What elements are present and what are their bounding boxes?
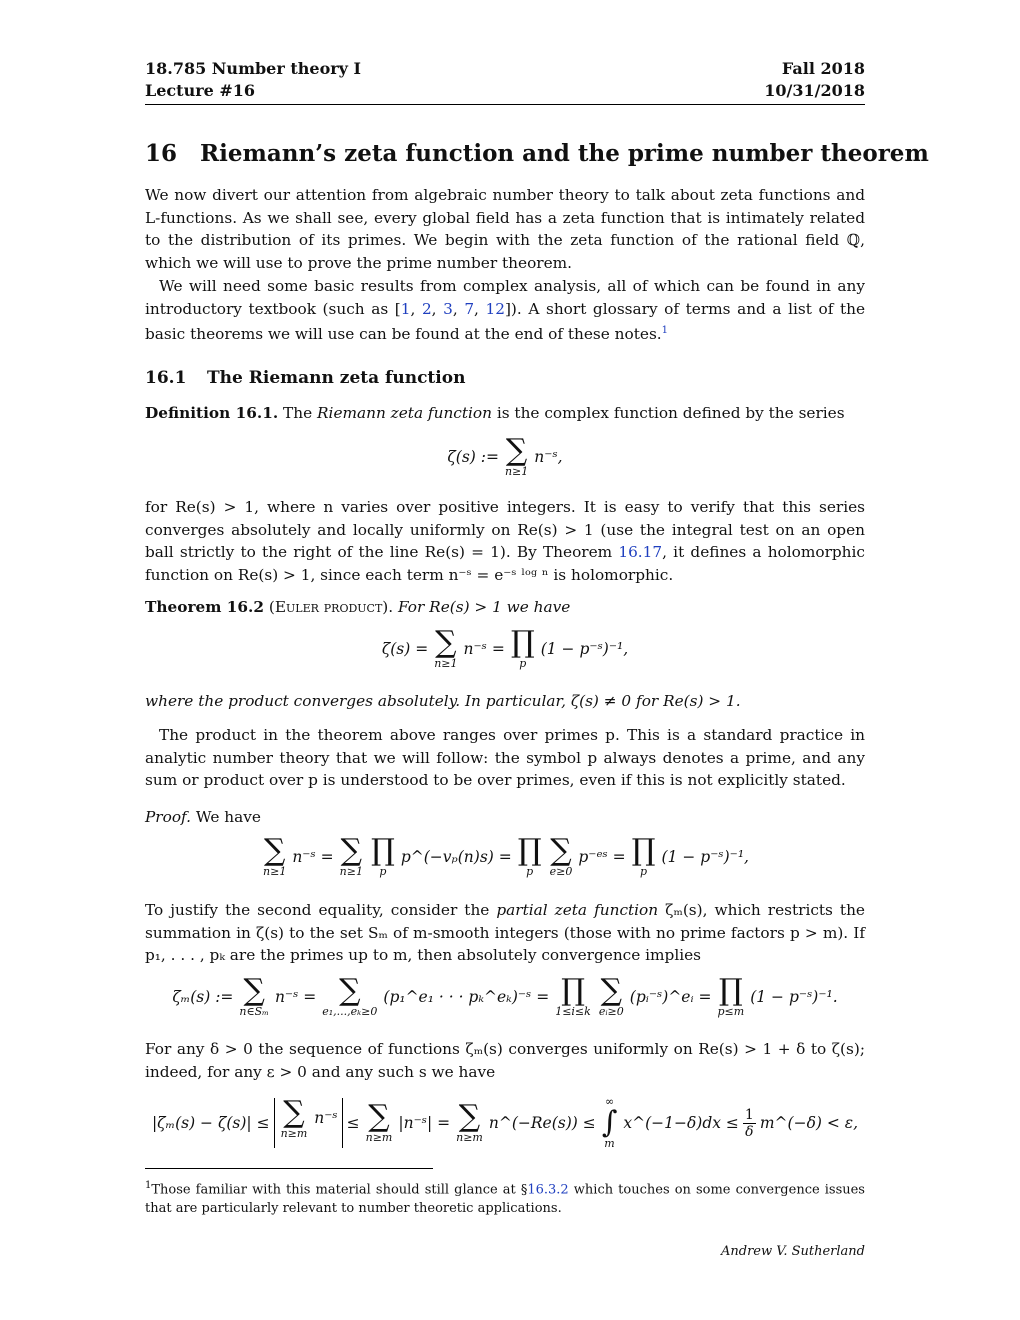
section-title-text: Riemann’s zeta function and the prime number theorem [200, 140, 929, 167]
course-title: 18.785 Number theory I [145, 59, 362, 78]
sum-operator: ∑ n≥m [365, 1099, 393, 1144]
eq-text: n⁻ˢ [314, 1109, 338, 1127]
footnote-link[interactable]: 1 [661, 325, 669, 337]
eq-text: n^(−Re(s)) ≤ [488, 1114, 596, 1132]
subsection-number: 16.1 [145, 368, 187, 388]
equation-convergence-bound [145, 1096, 865, 1150]
footnote-text: Those familiar with this material should still glance at § [151, 1182, 528, 1198]
theorem-link[interactable]: 16.17 [618, 543, 663, 562]
product-operator: ∏ p [510, 625, 535, 670]
subsection-title-text: The Riemann zeta function [207, 368, 466, 388]
proof-intro [145, 806, 865, 829]
sum-subscript: e₁,...,eₖ≥0 [322, 1005, 378, 1018]
sum-subscript: n≥1 [339, 865, 363, 878]
paragraph-text: , it defines a holomorphic function on Re(s) > 1, since each term n⁻ˢ = e⁻ˢ ˡᵒᵍ ⁿ is holomorphic. [145, 543, 865, 584]
eq-text: |ζₘ(s) − ζ(s)| ≤ [151, 1114, 270, 1132]
eq-text: (pᵢ⁻ˢ)^eᵢ = [629, 988, 712, 1006]
intro-p2-text-a: We will need some basic results from complex analysis, all of which can be found in any introductory textbook (such as [ [145, 277, 865, 318]
eq-text: n⁻ˢ = [292, 848, 334, 866]
product-operator: ∏ p [370, 833, 395, 878]
intro-paragraph-2: We will need some basic results from complex analysis, all of which can be found in any introductory textbook (such as [1, 2, 3, 7, 12]). A short glossary of terms and a list of the basic theorems we will use can be found at the end of these notes.$^1$ [145, 277, 865, 344]
eq-text: n⁻ˢ, [534, 448, 563, 466]
paragraph-partial-zeta [145, 899, 865, 967]
sum-operator: ∑ n≥1 [339, 833, 363, 878]
sum-subscript: n∈Sₘ [239, 1005, 269, 1018]
equation-proof-chain [145, 833, 865, 878]
product-operator: ∏ p [631, 833, 656, 878]
sum-operator: ∑ eᵢ≥0 [598, 973, 624, 1018]
sum-operator: ∑ n≥m [280, 1095, 308, 1140]
fraction [743, 1107, 756, 1140]
product-operator: ∏ p [517, 833, 542, 878]
sum-subscript: n≥1 [263, 865, 287, 878]
lecture-number: Lecture #16 [145, 81, 256, 100]
fraction-denominator: δ [745, 1123, 754, 1140]
product-subscript: p [526, 865, 534, 878]
paragraph-text: ζₘ(s), which restricts the summation in ζ(s) to the set Sₘ of m-smooth integers (those with no prime factors p > m). If p₁, . . . , pₖ are the primes up to m, then absolutely convergence implies [145, 901, 865, 965]
equation-partial-zeta [145, 973, 865, 1018]
section-number: 16 [145, 140, 178, 167]
eq-text: m^(−δ) < ε, [759, 1114, 859, 1132]
theorem-conclusion-text: where the product converges absolutely. In particular, ζ(s) ≠ 0 for Re(s) > 1. [145, 692, 741, 710]
eq-text: ζ(s) := [447, 448, 499, 466]
sum-subscript: n≥m [365, 1131, 393, 1144]
absolute-value-bars [274, 1095, 343, 1148]
paragraph-text: for Re(s) > 1, where n varies over positive integers. It is easy to verify that this series converges absolutely and locally uniformly on Re(s) > 1 (use the integral test on an open ball strictly to the right of the line Re(s) = 1). By Theorem [145, 498, 865, 562]
eq-text: |n⁻ˢ| = [398, 1114, 451, 1132]
eq-text: (1 − p⁻ˢ)⁻¹, [540, 640, 629, 658]
paragraph-text: To justify the second equality, consider the [145, 901, 497, 919]
paragraph-convergence [145, 496, 865, 586]
header-rule [145, 104, 865, 105]
eq-text: ≤ [346, 1114, 360, 1132]
theorem-statement: For Re(s) > 1 we have [398, 598, 571, 616]
lecture-date: 10/31/2018 [764, 81, 865, 100]
sum-operator: ∑ n≥1 [434, 625, 458, 670]
eq-text: (p₁^e₁ · · · pₖ^eₖ)⁻ˢ = [383, 988, 550, 1006]
product-subscript: 1≤i≤k [555, 1005, 591, 1018]
equation-zeta-definition [145, 433, 865, 478]
product-operator: ∏ 1≤i≤k [555, 973, 591, 1018]
theorem-name: (Euler product). [268, 598, 394, 616]
footnote [145, 1176, 865, 1218]
definition-16-1 [145, 402, 865, 425]
author-footer: Andrew V. Sutherland [720, 1244, 865, 1259]
eq-text: n⁻ˢ = [274, 988, 317, 1006]
citation-link[interactable]: 2 [421, 299, 432, 318]
eq-text: p⁻ᵉˢ = [578, 848, 626, 866]
sum-subscript: n≥1 [434, 657, 458, 670]
sum-subscript: eᵢ≥0 [598, 1005, 624, 1018]
term: Fall 2018 [781, 59, 865, 78]
running-header [145, 58, 865, 102]
sum-operator: ∑ n≥1 [504, 433, 529, 478]
definition-text: is the complex function defined by the series [491, 404, 845, 422]
paragraph-product-convention: The product in the theorem above ranges over primes p. This is a standard practice in analytic number theory that we will follow: the symbol p always denotes a prime, and any sum or product over p is understood to be over primes, even if this is not explicitly stated. [145, 726, 865, 790]
citation-link[interactable]: 7 [464, 299, 475, 318]
sum-subscript: e≥0 [549, 865, 573, 878]
sum-operator: ∑ e₁,...,eₖ≥0 [322, 973, 378, 1018]
equation-euler-product [145, 625, 865, 670]
eq-text: n⁻ˢ = [463, 640, 505, 658]
sum-operator: ∑ e≥0 [549, 833, 573, 878]
integral-operator: ∞ ∫ m [601, 1095, 618, 1150]
sum-operator: ∑ n∈Sₘ [239, 973, 269, 1018]
section-link[interactable]: 16.3.2 [527, 1182, 569, 1198]
footnote-rule [145, 1168, 433, 1169]
eq-text: (1 − p⁻ˢ)⁻¹. [750, 988, 838, 1006]
theorem-label: Theorem 16.2 [145, 598, 264, 616]
sum-subscript: n≥m [280, 1127, 308, 1140]
citation-link[interactable]: 1 [400, 299, 411, 318]
definition-label: Definition 16.1. [145, 404, 279, 422]
theorem-16-2 [145, 596, 865, 619]
theorem-conclusion [145, 690, 865, 713]
intro-paragraph-1: We now divert our attention from algebraic number theory to talk about zeta functions and L-functions. As we shall see, every global field has a zeta function that is intimately related to the distribution of its primes. We begin with the zeta function of the rational field ℚ, which we will use to prove the prime number theorem. [145, 186, 865, 272]
eq-text: (1 − p⁻ˢ)⁻¹, [661, 848, 749, 866]
citation-link[interactable]: 3 [443, 299, 453, 318]
intro-p2-text-b: ]). A short glossary of terms and a list of the basic theorems we will use can be found at the end of these notes. [145, 299, 865, 344]
sum-subscript: n≥1 [504, 465, 529, 478]
product-subscript: p [640, 865, 648, 878]
sum-subscript: n≥m [456, 1131, 483, 1144]
product-operator: ∏ p≤m [717, 973, 745, 1018]
paragraph-uniform-convergence: For any δ > 0 the sequence of functions ζₘ(s) converges uniformly on Re(s) > 1 + δ to ζ(s); indeed, for any ε > 0 and any such s we have [145, 1040, 865, 1081]
eq-text: ζ(s) = [381, 640, 429, 658]
citation-link[interactable]: 12 [485, 299, 505, 318]
integral-lower-limit: m [604, 1137, 615, 1150]
product-subscript: p [379, 865, 387, 878]
product-subscript: p [519, 657, 527, 670]
eq-text: p^(−vₚ(n)s) = [400, 848, 512, 866]
definition-text: The [283, 404, 318, 422]
product-subscript: p≤m [717, 1005, 745, 1018]
integral-upper-limit: ∞ [604, 1095, 615, 1108]
footnote-text: which touches on some convergence issues that are particularly relevant to number theoretic applications. [145, 1182, 865, 1217]
partial-zeta-term: partial zeta function [496, 901, 659, 919]
sum-operator: ∑ n≥m [456, 1099, 483, 1144]
eq-text: x^(−1−δ)dx ≤ [623, 1114, 739, 1132]
subsection-title [145, 368, 465, 388]
fraction-numerator: 1 [744, 1106, 754, 1123]
proof-text: We have [195, 808, 261, 826]
sum-operator: ∑ n≥1 [263, 833, 287, 878]
footnote-mark: 1 [145, 1180, 152, 1191]
definition-term: Riemann zeta function [317, 404, 492, 422]
eq-text: ζₘ(s) := [172, 988, 234, 1006]
proof-label: Proof. [145, 808, 192, 826]
section-title [145, 140, 929, 167]
